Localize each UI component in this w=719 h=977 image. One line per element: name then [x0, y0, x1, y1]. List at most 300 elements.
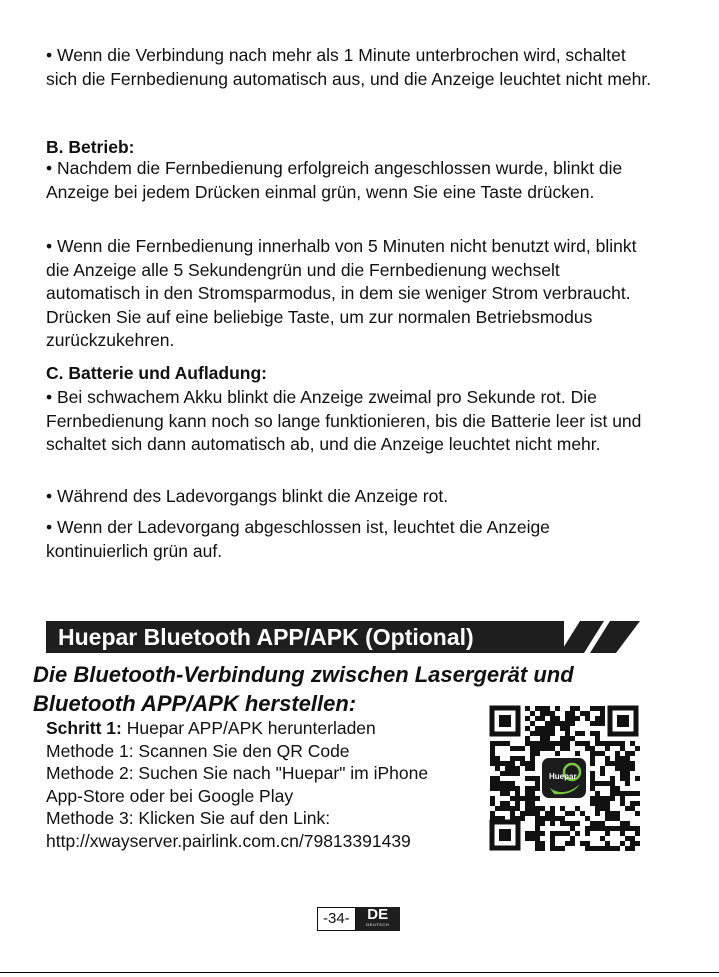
qr-module: [515, 806, 520, 811]
qr-module: [615, 791, 620, 796]
qr-module: [635, 811, 640, 816]
download-link[interactable]: http://xwayserver.pairlink.com.cn/79813391439: [46, 830, 411, 851]
qr-module: [595, 811, 600, 816]
qr-module: [630, 801, 635, 806]
qr-module: [625, 766, 630, 771]
qr-module: [600, 846, 605, 851]
qr-module: [555, 831, 560, 836]
qr-module: [525, 766, 530, 771]
qr-module: [585, 831, 590, 836]
qr-module: [525, 741, 530, 746]
qr-module: [580, 741, 585, 746]
qr-module: [490, 811, 495, 816]
qr-module: [495, 766, 500, 771]
qr-module: [620, 826, 625, 831]
qr-module: [565, 741, 570, 746]
qr-module: [590, 751, 595, 756]
qr-module: [595, 731, 600, 736]
qr-module: [605, 806, 610, 811]
qr-module: [530, 776, 535, 781]
qr-module: [620, 756, 625, 761]
qr-module: [525, 776, 530, 781]
qr-module: [605, 741, 610, 746]
qr-module: [575, 741, 580, 746]
qr-module: [525, 761, 530, 766]
qr-module: [530, 751, 535, 756]
qr-module: [625, 761, 630, 766]
qr-module: [550, 836, 555, 841]
qr-module: [530, 721, 535, 726]
qr-module: [535, 841, 540, 846]
qr-module: [600, 741, 605, 746]
qr-module: [585, 841, 590, 846]
qr-module: [535, 811, 540, 816]
qr-module: [570, 811, 575, 816]
qr-module: [530, 761, 535, 766]
qr-module: [580, 731, 585, 736]
step-text: Huepar APP/APK herunterladen: [121, 718, 376, 738]
qr-module: [575, 821, 580, 826]
qr-module: [500, 786, 505, 791]
qr-module: [520, 811, 525, 816]
qr-module: [515, 786, 520, 791]
qr-module: [585, 711, 590, 716]
qr-module: [590, 771, 595, 776]
qr-module: [620, 796, 625, 801]
qr-module: [630, 761, 635, 766]
qr-module: [575, 806, 580, 811]
qr-module: [605, 761, 610, 766]
qr-module: [565, 721, 570, 726]
qr-module: [545, 741, 550, 746]
qr-logo: [542, 758, 586, 798]
qr-module: [515, 791, 520, 796]
qr-module: [545, 706, 550, 711]
qr-module: [515, 766, 520, 771]
qr-module: [565, 716, 570, 721]
qr-module: [490, 801, 495, 806]
qr-module: [490, 776, 495, 781]
qr-module: [535, 776, 540, 781]
qr-module: [520, 796, 525, 801]
banner-slashes-decoration: [560, 621, 642, 653]
qr-module: [620, 741, 625, 746]
qr-module: [530, 831, 535, 836]
qr-module: [505, 766, 510, 771]
qr-module: [610, 791, 615, 796]
qr-module: [595, 781, 600, 786]
qr-module: [495, 776, 500, 781]
qr-module: [595, 751, 600, 756]
qr-module: [505, 786, 510, 791]
qr-module: [625, 836, 630, 841]
qr-module: [590, 796, 595, 801]
qr-module: [630, 836, 635, 841]
qr-module: [525, 836, 530, 841]
qr-module: [535, 741, 540, 746]
qr-module: [535, 796, 540, 801]
heading-batterie: C. Batterie und Aufladung:: [46, 363, 268, 383]
qr-module: [545, 726, 550, 731]
qr-module: [590, 731, 595, 736]
qr-logo-text: Huepar: [549, 772, 577, 781]
download-steps: [46, 717, 428, 853]
qr-module: [620, 776, 625, 781]
qr-module: [605, 811, 610, 816]
qr-module: [590, 786, 595, 791]
qr-module: [510, 811, 515, 816]
qr-module: [530, 711, 535, 716]
qr-module: [495, 761, 500, 766]
qr-module: [525, 786, 530, 791]
qr-module: [600, 781, 605, 786]
qr-module: [605, 826, 610, 831]
qr-module: [600, 721, 605, 726]
qr-module: [510, 806, 515, 811]
qr-module: [550, 811, 555, 816]
qr-module: [595, 721, 600, 726]
qr-module: [525, 811, 530, 816]
qr-module: [620, 841, 625, 846]
qr-module: [625, 846, 630, 851]
qr-module: [530, 741, 535, 746]
qr-module: [550, 726, 555, 731]
qr-module: [570, 736, 575, 741]
qr-module: [585, 746, 590, 751]
qr-module: [585, 816, 590, 821]
qr-module: [635, 801, 640, 806]
qr-module: [490, 781, 495, 786]
qr-module: [590, 781, 595, 786]
qr-module: [615, 761, 620, 766]
heading-betrieb: B. Betrieb:: [46, 137, 135, 157]
qr-module: [610, 781, 615, 786]
qr-module: [560, 736, 565, 741]
qr-module: [620, 746, 625, 751]
qr-module: [615, 826, 620, 831]
qr-module: [555, 721, 560, 726]
qr-module: [595, 791, 600, 796]
qr-module: [625, 756, 630, 761]
qr-module: [490, 741, 495, 746]
qr-module: [560, 741, 565, 746]
qr-module: [540, 821, 545, 826]
qr-code[interactable]: [488, 704, 640, 852]
qr-module: [565, 811, 570, 816]
qr-module: [500, 791, 505, 796]
qr-module: [525, 706, 530, 711]
qr-module: [550, 741, 555, 746]
qr-module: [575, 751, 580, 756]
qr-module: [575, 706, 580, 711]
qr-module: [530, 756, 535, 761]
qr-module: [535, 781, 540, 786]
qr-module: [630, 826, 635, 831]
qr-module: [555, 716, 560, 721]
qr-module: [540, 746, 545, 751]
qr-module: [510, 761, 515, 766]
qr-module: [500, 806, 505, 811]
qr-module: [600, 796, 605, 801]
qr-module: [595, 821, 600, 826]
qr-module: [505, 791, 510, 796]
qr-module: [560, 726, 565, 731]
qr-module: [505, 806, 510, 811]
qr-module: [500, 781, 505, 786]
qr-module: [555, 741, 560, 746]
qr-module: [520, 816, 525, 821]
qr-module: [540, 831, 545, 836]
method-2-line-1: Methode 2: Suchen Sie nach "Huepar" im iPhone: [46, 763, 429, 784]
qr-module: [510, 756, 515, 761]
qr-module: [505, 781, 510, 786]
language-name: DEUTSCH: [366, 922, 390, 927]
qr-module: [625, 821, 630, 826]
method-2-line-2: App-Store oder bei Google Play: [46, 785, 294, 806]
qr-module: [505, 771, 510, 776]
qr-module: [560, 746, 565, 751]
qr-module: [605, 841, 610, 846]
qr-module: [495, 806, 500, 811]
qr-module: [560, 831, 565, 836]
qr-module: [490, 751, 495, 756]
qr-module: [550, 816, 555, 821]
qr-module: [600, 716, 605, 721]
qr-module: [535, 816, 540, 821]
qr-module: [590, 756, 595, 761]
qr-module: [545, 711, 550, 716]
qr-module: [560, 846, 565, 851]
qr-module: [595, 826, 600, 831]
qr-module: [490, 746, 495, 751]
qr-module: [590, 721, 595, 726]
qr-module: [620, 791, 625, 796]
qr-module: [620, 766, 625, 771]
qr-module: [600, 766, 605, 771]
qr-module: [550, 846, 555, 851]
paragraph-batterie-low: • Bei schwachem Akku blinkt die Anzeige zweimal pro Sekunde rot. Die Fernbedienung kann noch so lange funktionieren, bis die Batterie leer ist und schaltet sich dann automatisch ab, und die Anzeige leuchtet nicht mehr.: [46, 387, 642, 454]
qr-module: [605, 831, 610, 836]
qr-module: [595, 741, 600, 746]
language-code: DE: [367, 906, 389, 923]
qr-module: [490, 756, 495, 761]
qr-module: [605, 846, 610, 851]
qr-module: [610, 786, 615, 791]
qr-module: [600, 806, 605, 811]
language-badge: [356, 907, 400, 931]
qr-module: [575, 716, 580, 721]
qr-module: [550, 806, 555, 811]
qr-module: [630, 791, 635, 796]
qr-module: [565, 731, 570, 736]
qr-module: [620, 821, 625, 826]
qr-module: [595, 706, 600, 711]
qr-module: [630, 841, 635, 846]
qr-module: [520, 761, 525, 766]
qr-module: [520, 756, 525, 761]
qr-module: [530, 791, 535, 796]
qr-module: [600, 826, 605, 831]
qr-module: [610, 826, 615, 831]
qr-module: [500, 771, 505, 776]
qr-module: [535, 746, 540, 751]
qr-module: [620, 831, 625, 836]
qr-module: [510, 781, 515, 786]
qr-module: [535, 751, 540, 756]
method-3: Methode 3: Klicken Sie auf den Link:: [46, 808, 331, 829]
qr-module: [600, 801, 605, 806]
qr-module: [610, 816, 615, 821]
qr-module: [635, 746, 640, 751]
qr-module: [560, 821, 565, 826]
qr-module: [525, 726, 530, 731]
qr-module: [535, 786, 540, 791]
qr-module: [535, 831, 540, 836]
paragraph-batterie-charging: • Während des Ladevorgangs blinkt die Anzeige rot.: [46, 486, 449, 506]
qr-module: [525, 801, 530, 806]
qr-module: [585, 846, 590, 851]
qr-module: [570, 721, 575, 726]
qr-module: [590, 826, 595, 831]
qr-module: [540, 841, 545, 846]
qr-module: [615, 816, 620, 821]
qr-module: [560, 721, 565, 726]
qr-module: [600, 771, 605, 776]
qr-module: [570, 841, 575, 846]
qr-module: [590, 801, 595, 806]
qr-module: [575, 831, 580, 836]
qr-module: [535, 846, 540, 851]
qr-module: [495, 756, 500, 761]
qr-module: [555, 846, 560, 851]
qr-module: [555, 706, 560, 711]
qr-module: [570, 711, 575, 716]
qr-module: [635, 776, 640, 781]
qr-module: [630, 766, 635, 771]
qr-module: [545, 811, 550, 816]
qr-module: [590, 821, 595, 826]
qr-module: [585, 826, 590, 831]
qr-module: [585, 741, 590, 746]
paragraph-betrieb-blink: • Nachdem die Fernbedienung erfolgreich angeschlossen wurde, blinkt die Anzeige bei jedem Drücken einmal grün, wenn Sie eine Taste drücken.: [46, 158, 623, 202]
qr-module: [500, 761, 505, 766]
qr-module: [615, 811, 620, 816]
qr-module: [615, 846, 620, 851]
qr-module: [550, 841, 555, 846]
qr-module: [600, 751, 605, 756]
qr-module: [550, 721, 555, 726]
qr-module: [530, 731, 535, 736]
qr-module: [510, 786, 515, 791]
qr-module: [580, 811, 585, 816]
qr-module: [570, 836, 575, 841]
page-footer: [317, 907, 400, 931]
qr-module: [515, 746, 520, 751]
qr-module: [545, 746, 550, 751]
qr-module: [590, 706, 595, 711]
section-banner-title: Huepar Bluetooth APP/APK (Optional): [58, 624, 474, 650]
qr-module: [540, 711, 545, 716]
qr-module: [540, 716, 545, 721]
qr-module: [605, 756, 610, 761]
qr-module: [625, 776, 630, 781]
qr-module: [500, 801, 505, 806]
qr-module: [635, 791, 640, 796]
qr-module: [505, 761, 510, 766]
qr-module: [515, 756, 520, 761]
qr-module: [580, 711, 585, 716]
qr-module: [625, 771, 630, 776]
qr-module: [625, 791, 630, 796]
qr-module: [565, 711, 570, 716]
bottom-rule: [0, 972, 719, 973]
qr-module: [610, 741, 615, 746]
qr-module: [530, 766, 535, 771]
qr-module: [610, 811, 615, 816]
qr-module: [495, 741, 500, 746]
qr-module: [630, 751, 635, 756]
qr-module: [620, 771, 625, 776]
qr-module: [605, 746, 610, 751]
qr-module: [540, 741, 545, 746]
qr-module: [500, 741, 505, 746]
qr-module: [550, 711, 555, 716]
qr-module: [550, 821, 555, 826]
qr-module: [580, 841, 585, 846]
qr-module: [535, 836, 540, 841]
qr-module: [545, 816, 550, 821]
qr-module: [515, 771, 520, 776]
paragraph-connection-timeout: • Wenn die Verbindung nach mehr als 1 Minute unterbrochen wird, schaltet sich die Fernbedienung automatisch aus, und die Anzeige leuchtet nicht mehr.: [46, 45, 652, 89]
qr-module: [490, 796, 495, 801]
qr-module: [530, 746, 535, 751]
qr-module: [565, 746, 570, 751]
qr-module: [595, 716, 600, 721]
qr-module: [540, 736, 545, 741]
page-number: -34-: [317, 907, 356, 931]
qr-module: [540, 706, 545, 711]
qr-module: [490, 786, 495, 791]
qr-module: [535, 821, 540, 826]
qr-module: [525, 716, 530, 721]
qr-module: [620, 801, 625, 806]
qr-module: [570, 826, 575, 831]
qr-module: [595, 801, 600, 806]
qr-module: [595, 846, 600, 851]
qr-module: [615, 756, 620, 761]
qr-module: [540, 806, 545, 811]
qr-module: [635, 841, 640, 846]
qr-module: [530, 836, 535, 841]
qr-module: [565, 841, 570, 846]
qr-module: [605, 816, 610, 821]
qr-module: [570, 706, 575, 711]
qr-module: [625, 826, 630, 831]
qr-module: [505, 801, 510, 806]
qr-module: [525, 736, 530, 741]
paragraph-batterie-full: • Wenn der Ladevorgang abgeschlossen ist, leuchtet die Anzeige kontinuierlich grün auf.: [46, 517, 550, 561]
qr-module: [515, 801, 520, 806]
qr-module: [530, 801, 535, 806]
qr-module: [625, 781, 630, 786]
qr-module: [510, 771, 515, 776]
qr-module: [570, 716, 575, 721]
qr-module: [530, 786, 535, 791]
method-1: Methode 1: Scannen Sie den QR Code: [46, 740, 350, 761]
qr-module: [590, 776, 595, 781]
qr-module: [560, 806, 565, 811]
qr-module: [610, 776, 615, 781]
